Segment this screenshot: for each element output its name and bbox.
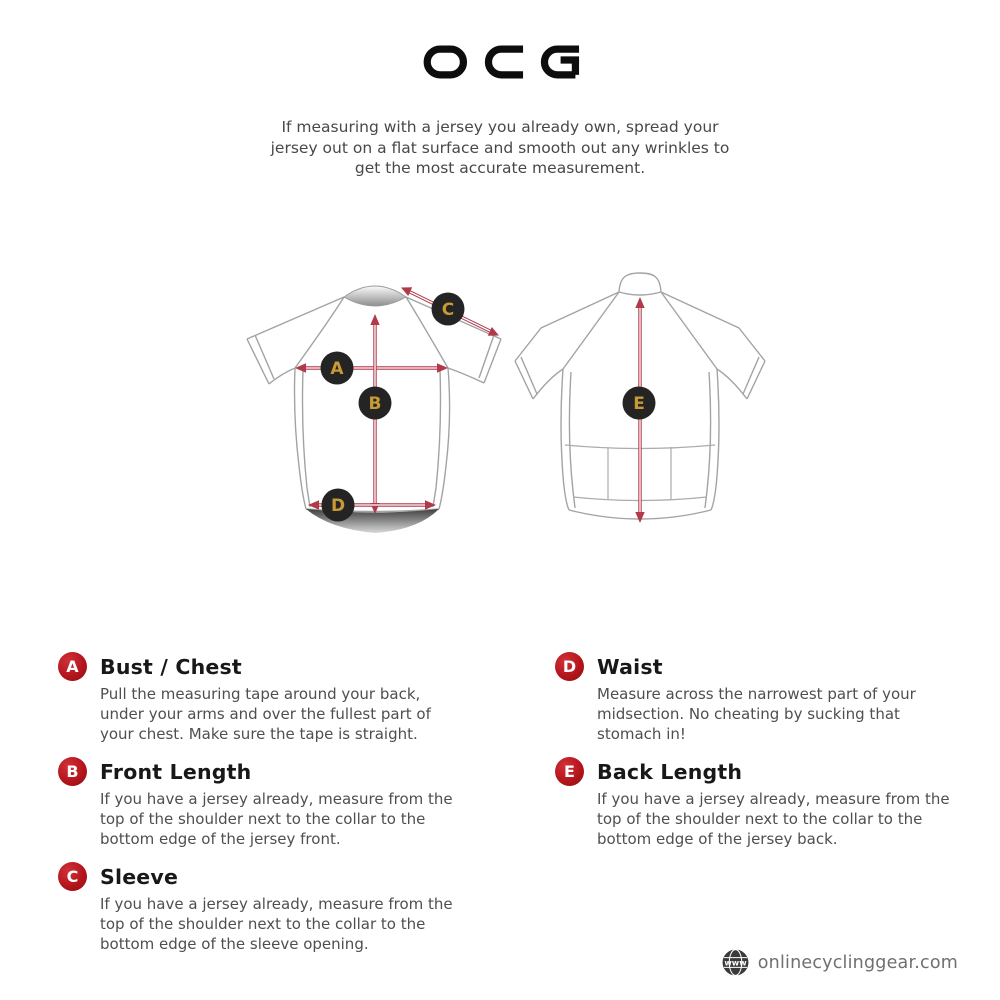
section-front-length: [58, 757, 508, 849]
front-jersey-diagram: [233, 266, 515, 554]
badge-a: [58, 652, 87, 681]
marker-d-letter: D: [330, 496, 346, 516]
section-back-length: [555, 757, 975, 849]
measuring-instructions: If measuring with a jersey you already own, spread your jersey out on a flat surface and smooth out any wrinkles to get the most accurate measurement.: [270, 118, 730, 177]
measurement-definitions: [58, 652, 975, 967]
section-bust-chest: [58, 652, 508, 744]
badge-d-letter: D: [562, 657, 577, 676]
section-title: Bust / Chest: [100, 654, 242, 679]
logo-letter-o: [427, 49, 463, 75]
badge-d: [555, 652, 584, 681]
section-title: Back Length: [597, 759, 743, 784]
ocg-logo: [417, 36, 583, 92]
section-description: If you have a jersey already, measure from the top of the shoulder next to the collar to the bottom edge of the sleeve opening.: [100, 895, 453, 953]
marker-e-letter: E: [633, 394, 645, 414]
section-description: Pull the measuring tape around your back, under your arms and over the fullest part of your chest. Make sure the tape is straight.: [100, 685, 431, 743]
logo-letter-c: [488, 49, 523, 75]
section-title: Sleeve: [100, 864, 179, 889]
back-jersey-diagram: [503, 266, 775, 550]
badge-e-letter: E: [564, 762, 575, 781]
definitions-right-column: [555, 652, 975, 967]
definitions-left-column: [58, 652, 508, 967]
front-collar: [344, 286, 406, 306]
section-title: Front Length: [100, 759, 252, 784]
section-title: Waist: [597, 654, 663, 679]
badge-a-letter: A: [66, 657, 79, 676]
globe-www-text: www: [724, 958, 747, 968]
footer: [721, 948, 958, 977]
section-sleeve: [58, 862, 508, 954]
marker-b-letter: B: [368, 394, 382, 414]
badge-b-letter: B: [66, 762, 79, 781]
badge-b: [58, 757, 87, 786]
badge-c-letter: C: [66, 867, 79, 886]
section-description: If you have a jersey already, measure from the top of the shoulder next to the collar to the bottom edge of the jersey front.: [100, 790, 453, 848]
section-description: Measure across the narrowest part of your midsection. No cheating by sucking that stomach in!: [597, 685, 916, 743]
marker-c-letter: C: [441, 300, 455, 320]
website-url: onlinecyclinggear.com: [757, 952, 958, 973]
www-globe-icon: [721, 948, 750, 977]
measurement-arrows-front: [295, 287, 499, 514]
arrow-chest: [295, 363, 448, 372]
back-markers: [623, 387, 656, 420]
ocg-logo-graphic: [417, 36, 583, 88]
section-description: If you have a jersey already, measure from the top of the shoulder next to the collar to the bottom edge of the jersey back.: [597, 790, 950, 848]
badge-e: [555, 757, 584, 786]
badge-c: [58, 862, 87, 891]
marker-a-letter: A: [330, 359, 344, 379]
section-waist: [555, 652, 975, 744]
